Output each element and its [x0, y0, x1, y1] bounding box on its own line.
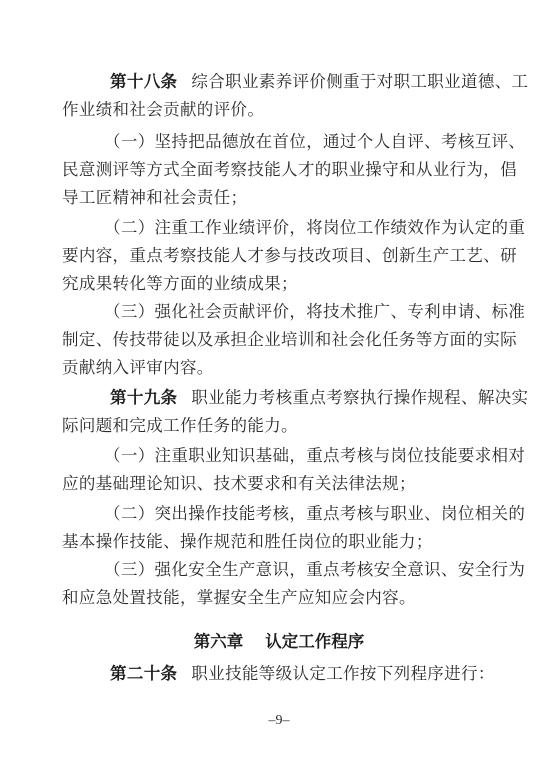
- article-18-item-1-text-1: （一）坚持把品德放在首位，通过个人自评、考核互评、: [104, 132, 526, 151]
- article-19-text-2: 际问题和完成工作任务的能力。: [62, 416, 298, 435]
- article-18-text-1: 综合职业素养评价侧重于对职工职业道德、工: [191, 72, 529, 91]
- article-19-item-1-line-1: [0, 446, 558, 466]
- article-19-item-3-line-1: [0, 560, 558, 580]
- article-18-item-1-text-3: 导工匠精神和社会责任；: [62, 188, 248, 207]
- article-19-item-3-line-2: [0, 588, 558, 608]
- article-18-item-1-line-2: [0, 160, 558, 180]
- article-19-line-2: [0, 416, 558, 436]
- article-19-line-1: [0, 388, 558, 408]
- article-19-label: 第十九条: [110, 388, 178, 407]
- article-20-label: 第二十条: [110, 664, 178, 683]
- article-18-item-2-line-1: [0, 218, 558, 238]
- article-19-item-2-text-2: 基本操作技能、操作规范和胜任岗位的职业能力；: [62, 532, 433, 551]
- article-18-item-1-line-3: [0, 188, 558, 208]
- article-18-item-3-text-3: 贡献纳入评审内容。: [62, 358, 214, 377]
- article-19-item-2-text-1: （二）突出操作技能考核，重点考核与职业、岗位相关的: [104, 504, 526, 523]
- article-18-item-3-line-2: [0, 330, 558, 350]
- chapter-title: 认定工作程序: [265, 632, 365, 651]
- page-number: –9–: [268, 713, 290, 728]
- article-20-line-1: [0, 664, 558, 684]
- article-19-text-1: 职业能力考核重点考察执行操作规程、解决实: [191, 388, 529, 407]
- article-18-line-2: [0, 100, 558, 120]
- article-18-item-3-text-2: 制定、传技带徒以及承担企业培训和社会化任务等方面的实际: [62, 330, 517, 349]
- article-19-item-3-text-1: （三）强化安全生产意识，重点考核安全意识、安全行为: [104, 560, 526, 579]
- article-18-item-2-text-3: 究成果转化等方面的业绩成果；: [62, 274, 298, 293]
- article-18-line-1: [0, 72, 558, 92]
- article-18-item-2-text-1: （二）注重工作业绩评价，将岗位工作绩效作为认定的重: [104, 218, 526, 237]
- article-18-item-3-text-1: （三）强化社会贡献评价，将技术推广、专利申请、标准: [104, 302, 526, 321]
- article-19-item-1-text-1: （一）注重职业知识基础，重点考核与岗位技能要求相对: [104, 446, 526, 465]
- article-19-item-2-line-2: [0, 532, 558, 552]
- chapter-heading: [0, 632, 558, 652]
- chapter-number: 第六章: [193, 632, 244, 651]
- article-19-item-2-line-1: [0, 504, 558, 524]
- article-19-item-1-text-2: 应的基础理论知识、技术要求和有关法律法规；: [62, 474, 416, 493]
- article-18-item-1-text-2: 民意测评等方式全面考察技能人才的职业操守和从业行为，倡: [62, 160, 517, 179]
- article-18-item-1-line-1: [0, 132, 558, 152]
- article-18-item-2-line-3: [0, 274, 558, 294]
- article-18-item-3-line-3: [0, 358, 558, 378]
- article-18-label: 第十八条: [110, 72, 178, 91]
- article-19-item-3-text-2: 和应急处置技能，掌握安全生产应知应会内容。: [62, 588, 416, 607]
- article-18-item-2-line-2: [0, 246, 558, 266]
- article-18-item-2-text-2: 要内容，重点考察技能人才参与技改项目、创新生产工艺、研: [62, 246, 517, 265]
- article-18-item-3-line-1: [0, 302, 558, 322]
- article-18-text-2: 作业绩和社会贡献的评价。: [62, 100, 265, 119]
- article-19-item-1-line-2: [0, 474, 558, 494]
- article-20-text-1: 职业技能等级认定工作按下列程序进行：: [191, 664, 495, 683]
